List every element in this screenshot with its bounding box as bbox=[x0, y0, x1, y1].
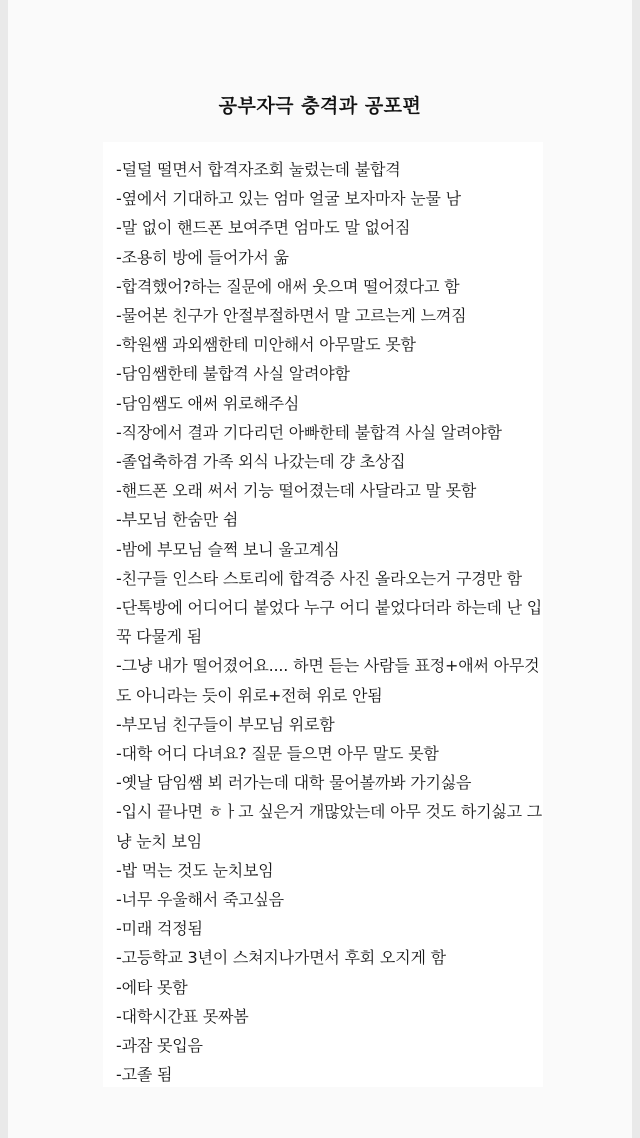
list-item: -친구들 인스타 스토리에 합격증 사진 올라오는거 구경만 함 bbox=[116, 568, 522, 588]
list-item: -그냥 내가 떨어졌어요.... 하면 듣는 사람들 표정+애써 아무것 bbox=[116, 656, 540, 676]
list-item: -밤에 부모님 슬쩍 보니 울고계심 bbox=[116, 539, 340, 559]
list-item: -대학시간표 못짜봄 bbox=[116, 1006, 249, 1026]
list-item: -부모님 한숨만 쉼 bbox=[116, 510, 239, 530]
list-item: -담임쌤한테 불합격 사실 알려야함 bbox=[116, 364, 350, 384]
page-title: 공부자극 충격과 공포편 bbox=[218, 95, 422, 117]
list-item: -미래 걱정됨 bbox=[116, 919, 203, 939]
list-item: -합격했어?하는 질문에 애써 웃으며 떨어졌다고 함 bbox=[116, 276, 460, 296]
list-item: -대학 어디 다녀요? 질문 들으면 아무 말도 못함 bbox=[116, 744, 439, 764]
list-item: -직장에서 결과 기다리던 아빠한테 불합격 사실 알려야함 bbox=[116, 422, 502, 442]
list-item: -너무 우울해서 죽고싶음 bbox=[116, 890, 284, 910]
list-item: -졸업축하겸 가족 외식 나갔는데 걍 초상집 bbox=[116, 452, 406, 472]
list-item: -학원쌤 과외쌤한테 미안해서 아무말도 못함 bbox=[116, 335, 416, 355]
list-item: -에타 못함 bbox=[116, 977, 188, 997]
list-item: -입시 끝나면 ㅎㅏ고 싶은거 개많았는데 아무 것도 하기싫고 그 bbox=[116, 802, 543, 822]
list-item: -덜덜 떨면서 합격자조회 눌렀는데 불합격 bbox=[116, 160, 401, 179]
list-item: -과잠 못입음 bbox=[116, 1036, 203, 1056]
list-item: -고등학교 3년이 스쳐지나가면서 후회 오지게 함 bbox=[116, 948, 446, 968]
list-item: -담임쌤도 애써 위로해주심 bbox=[116, 393, 300, 413]
list-item: 꾹 다물게 됨 bbox=[116, 627, 203, 647]
list-item: -부모님 친구들이 부모님 위로함 bbox=[116, 714, 335, 734]
list-item: -물어본 친구가 안절부절하면서 말 고르는게 느껴짐 bbox=[116, 306, 467, 326]
list-item: -말 없이 핸드폰 보여주면 엄마도 말 없어짐 bbox=[116, 218, 411, 238]
list-item: -밥 먹는 것도 눈치보임 bbox=[116, 860, 274, 880]
list-item: -조용히 방에 들어가서 욺 bbox=[116, 247, 289, 267]
list-item: 도 아니라는 듯이 위로+전혀 위로 안됨 bbox=[116, 685, 383, 705]
list-item: -옆에서 기대하고 있는 엄마 얼굴 보자마자 눈물 남 bbox=[116, 189, 461, 209]
list-item: 냥 눈치 보임 bbox=[116, 831, 203, 851]
list-item: -핸드폰 오래 써서 기능 떨어졌는데 사달라고 말 못함 bbox=[116, 481, 477, 501]
list-item: -옛날 담임쌤 뵈 러가는데 대학 물어볼까봐 가기싫음 bbox=[116, 773, 472, 793]
list-item: -단톡방에 어디어디 붙었다 누구 어디 붙었다더라 하는데 난 입 bbox=[116, 598, 543, 618]
text-list bbox=[116, 155, 543, 1090]
list-item: -고졸 됨 bbox=[116, 1065, 173, 1085]
